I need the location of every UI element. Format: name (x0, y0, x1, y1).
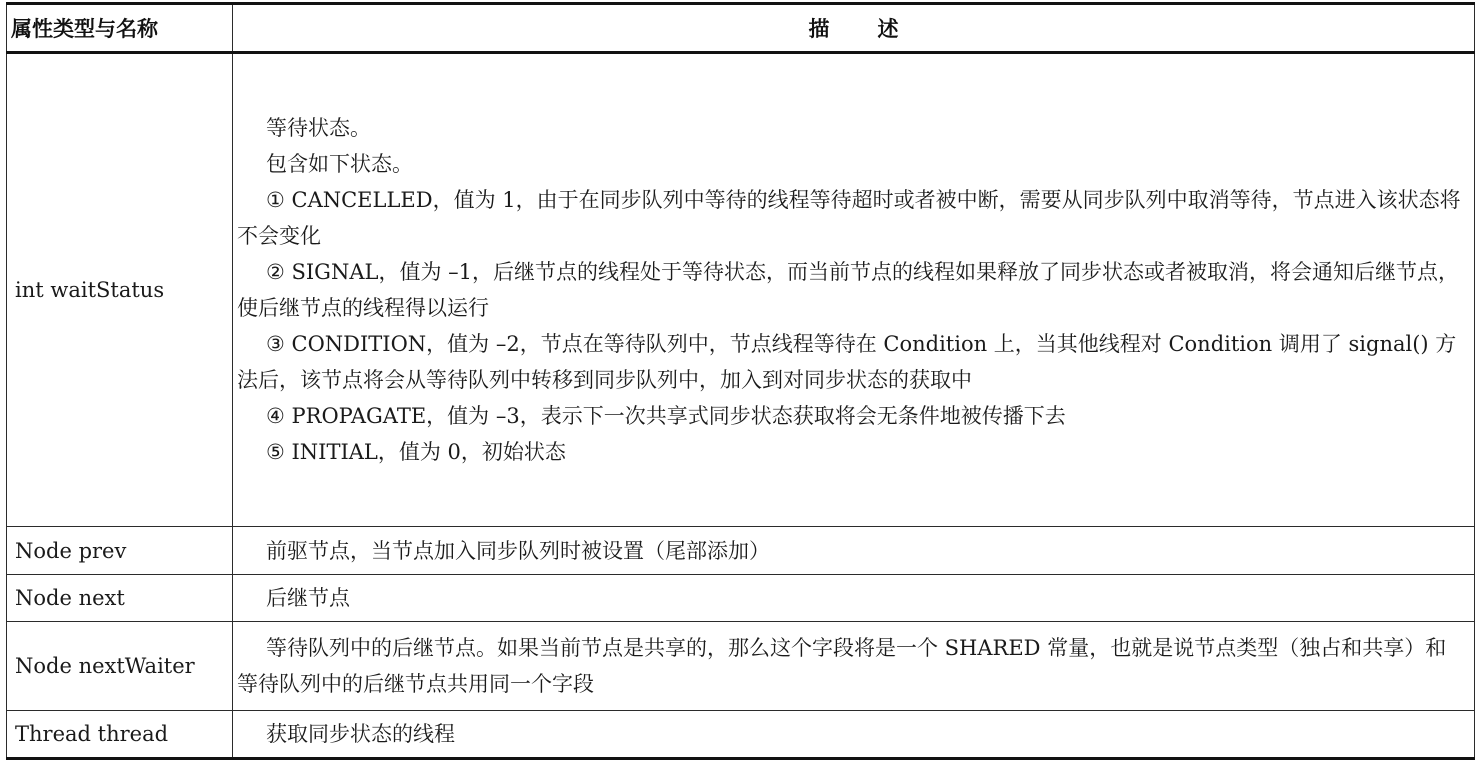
description-paragraph: ① CANCELLED，值为 1，由于在同步队列中等待的线程等待超时或者被中断，需要从同步队列中取消等待，节点进入该状态将不会变化 (237, 188, 1461, 248)
attribute-description (233, 622, 1475, 711)
table-row (7, 575, 1475, 622)
attribute-description (233, 53, 1475, 527)
description-paragraph: ② SIGNAL，值为 –1，后继节点的线程处于等待状态，而当前节点的线程如果释放了同步状态或者被取消，将会通知后继节点，使后继节点的线程得以运行 (237, 260, 1459, 320)
attribute-name: int waitStatus (7, 53, 233, 527)
table-header-row (7, 4, 1475, 53)
description-paragraph: 等待状态。 (266, 116, 371, 140)
node-attributes-table (6, 2, 1475, 760)
description-paragraph: 等待队列中的后继节点。如果当前节点是共享的，那么这个字段将是一个 SHARED 常量，也就是说节点类型（独占和共享）和等待队列中的后继节点共用同一个字段 (237, 636, 1447, 696)
attribute-name: Node nextWaiter (7, 622, 233, 711)
attribute-name: Thread thread (7, 711, 233, 759)
table-row (7, 53, 1475, 527)
header-description (233, 4, 1475, 53)
description-paragraph: ⑤ INITIAL，值为 0，初始状态 (266, 440, 566, 464)
attribute-description (233, 711, 1475, 759)
description-paragraph: ③ CONDITION，值为 –2，节点在等待队列中，节点线程等待在 Condition 上，当其他线程对 Condition 调用了 signal() 方法后，该节点将会从等待队列中转移到同步队列中，加入到对同步状态的获取中 (237, 332, 1457, 392)
attribute-description (233, 575, 1475, 622)
header-name-type: 属性类型与名称 (7, 4, 233, 53)
header-description-char-2: 述 (877, 17, 899, 41)
description-paragraph: 前驱节点，当节点加入同步队列时被设置（尾部添加） (266, 538, 770, 563)
attribute-name: Node next (7, 575, 233, 622)
header-description-char-1: 描 (808, 17, 830, 41)
description-paragraph: 包含如下状态。 (266, 152, 413, 176)
attribute-description (233, 527, 1475, 575)
attribute-name: Node prev (7, 527, 233, 575)
table-row (7, 711, 1475, 759)
table-row (7, 527, 1475, 575)
description-paragraph: 后继节点 (266, 586, 350, 610)
table-row (7, 622, 1475, 711)
description-paragraph: 获取同步状态的线程 (266, 722, 455, 746)
description-paragraph: ④ PROPAGATE，值为 –3，表示下一次共享式同步状态获取将会无条件地被传播下去 (266, 404, 1066, 428)
